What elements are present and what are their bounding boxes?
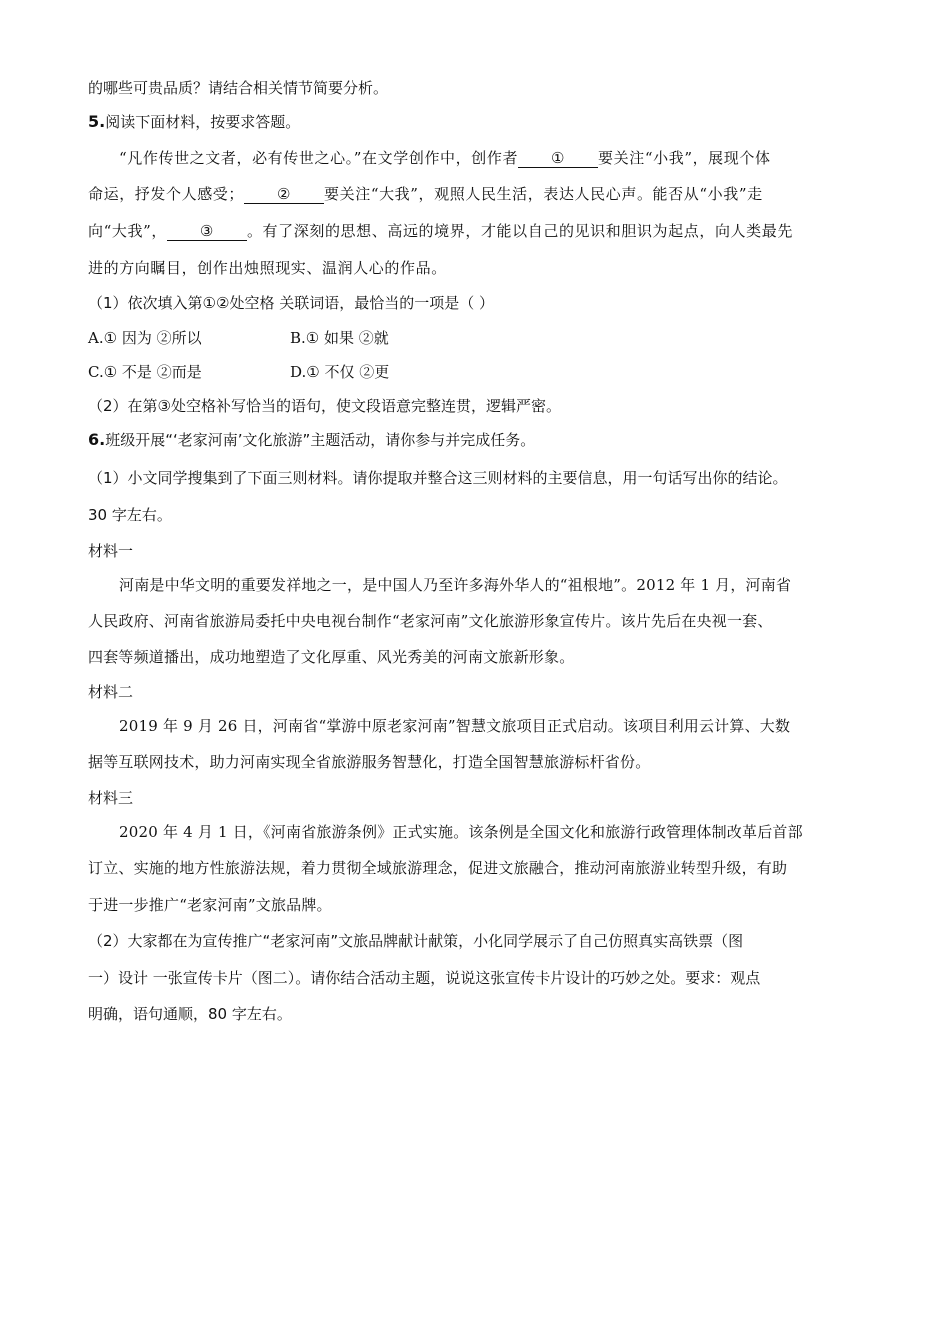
q5-passage-text: 。有了深刻的思想、高远的境界，才能以自己的见识和胆识为起点，向人类最先 — [246, 222, 793, 240]
q5-passage-text: 向“大我”， — [88, 222, 167, 240]
q5-passage-line-3 — [88, 221, 793, 241]
q5-blank-1: ① — [518, 150, 598, 168]
material-3-line-3: 于进一步推广“老家河南”文旅品牌。 — [88, 896, 332, 914]
q4-tail-line: 的哪些可贵品质？请结合相关情节简要分析。 — [88, 79, 389, 97]
q5-passage-line-1 — [119, 148, 771, 168]
q5-passage-line-2 — [88, 184, 763, 204]
q6-sub1-line-2: 30 字左右。 — [88, 506, 172, 524]
q6-sub2-line-1: （2）大家都在为宣传推广“老家河南”文旅品牌献计献策，小化同学展示了自己仿照真实高铁票（图 — [88, 932, 744, 950]
q5-passage-text: “凡作传世之文者，必有传世之心。”在文学创作中，创作者 — [119, 149, 519, 167]
material-1-line-3: 四套等频道播出，成功地塑造了文化厚重、风光秀美的河南文旅新形象。 — [88, 648, 575, 666]
q6-sub2-line-2: 一）设计 一张宣传卡片（图二）。请你结合活动主题，说说这张宣传卡片设计的巧妙之处。要求：观点 — [88, 969, 761, 987]
material-3-line-2: 订立、实施的地方性旅游法规，着力贯彻全域旅游理念，促进文旅融合，推动河南旅游业转型升级，有助 — [88, 859, 788, 877]
q6-title: 班级开展“‘老家河南’文化旅游”主题活动，请你参与并完成任务。 — [105, 431, 536, 449]
option-c: C.① 不是 ②而是 — [88, 363, 202, 381]
material-2-line-1: 2019 年 9 月 26 日，河南省“掌游中原老家河南”智慧文旅项目正式启动。该项目利用云计算、大数 — [119, 717, 791, 735]
q6-sub1-line-1: （1）小文同学搜集到了下面三则材料。请你提取并整合这三则材料的主要信息，用一句话写出你的结论。 — [88, 469, 788, 487]
material-1-line-2: 人民政府、河南省旅游局委托中央电视台制作“老家河南”文化旅游形象宣传片。该片先后在央视一套、 — [88, 612, 773, 630]
option-b: B.① 如果 ②就 — [290, 329, 389, 347]
material-2-label: 材料二 — [88, 683, 134, 701]
q5-passage-text: 命运，抒发个人感受； — [88, 185, 245, 203]
q6-heading — [88, 430, 535, 450]
q5-options-row-2 — [88, 362, 389, 382]
material-3-label: 材料三 — [88, 789, 134, 807]
q5-heading — [88, 112, 300, 132]
material-1-line-1: 河南是中华文明的重要发祥地之一，是中国人乃至许多海外华人的“祖根地”。2012 年 1 月，河南省 — [119, 576, 792, 594]
material-1-label: 材料一 — [88, 542, 134, 560]
q5-passage-text: 要关注“大我”，观照人民生活，表达人民心声。能否从“小我”走 — [324, 185, 763, 203]
q6-sub2-line-3: 明确，语句通顺，80 字左右。 — [88, 1005, 292, 1023]
option-d: D.① 不仅 ②更 — [290, 363, 390, 381]
q5-sub1: （1）依次填入第①②处空格 关联词语，最恰当的一项是（ ） — [88, 294, 494, 312]
q5-options-row-1 — [88, 328, 389, 348]
q5-passage-text: 要关注“小我”，展现个体 — [598, 149, 771, 167]
q5-sub2: （2）在第③处空格补写恰当的语句，使文段语意完整连贯，逻辑严密。 — [88, 397, 561, 415]
q5-number: 5. — [88, 112, 106, 131]
material-2-line-2: 据等互联网技术，助力河南实现全省旅游服务智慧化，打造全国智慧旅游标杆省份。 — [88, 753, 651, 771]
q5-blank-2: ② — [244, 186, 324, 204]
q5-passage-line-4: 进的方向瞩目，创作出烛照现实、温润人心的作品。 — [88, 259, 447, 277]
q5-title: 阅读下面材料，按要求答题。 — [105, 113, 301, 131]
material-3-line-1: 2020 年 4 月 1 日，《河南省旅游条例》正式实施。该条例是全国文化和旅游行政管理体制改革后首部 — [119, 823, 803, 841]
option-a: A.① 因为 ②所以 — [88, 329, 202, 347]
q5-blank-3: ③ — [167, 223, 247, 241]
q6-number: 6. — [88, 430, 106, 449]
